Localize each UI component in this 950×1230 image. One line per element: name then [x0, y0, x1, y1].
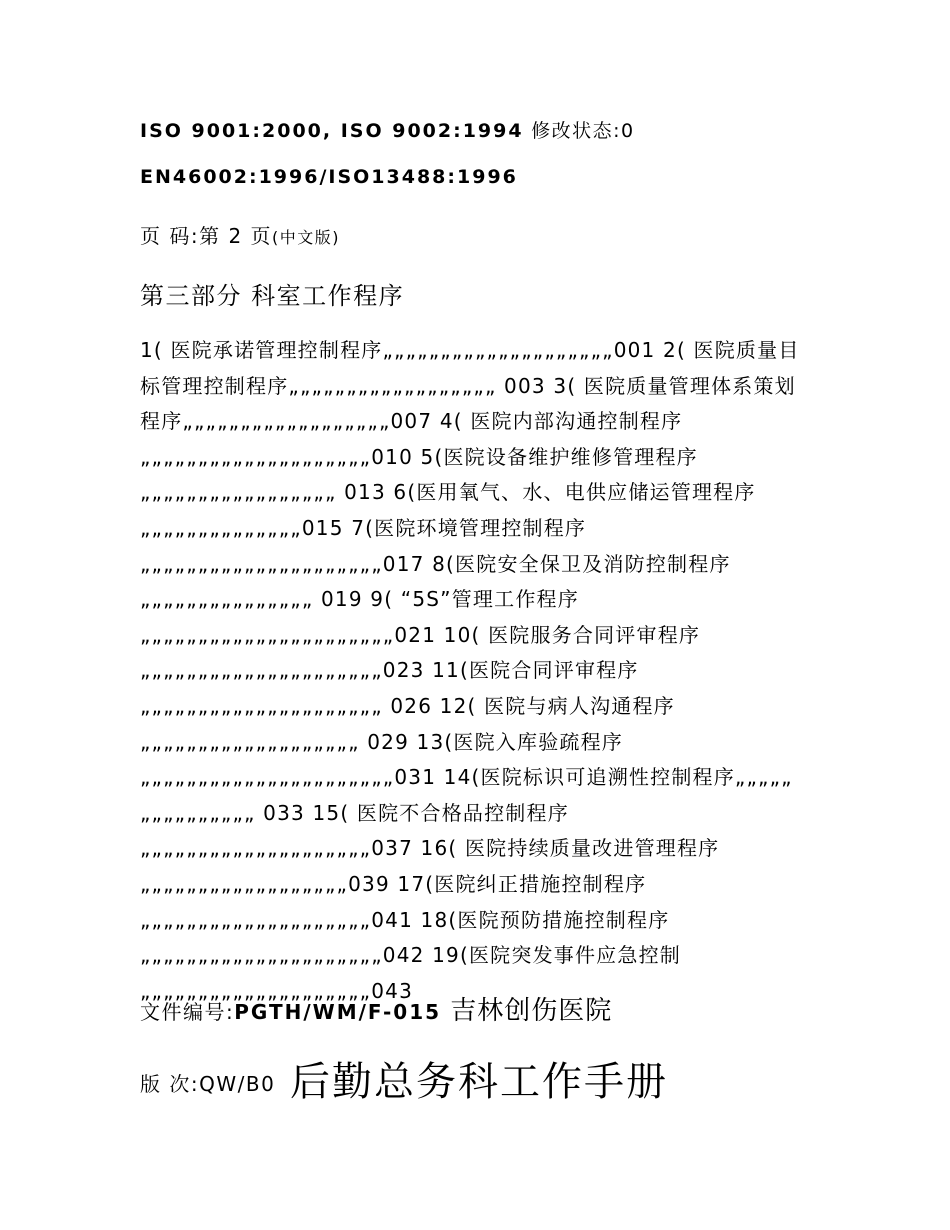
standards-line	[140, 116, 635, 143]
file-number-line	[140, 990, 612, 1027]
table-of-contents: 1( 医院承诺管理控制程序„„„„„„„„„„„„„„„„„„„„001 2( 医院质量目标管理控制程序„„„„„„„„„„„„„„„„„„ 003 3( 医院质量管理体系策划程序„„„„„„„„„„„„„„„„„„007 4( 医院内部沟通控制程序„„„„„„„„„„„„„„„„„„„„010 5(医院设备维护维修管理程序„„„„„„„„„„„„„„„„„ 013 6(医用氧气、水、电供应储运管理程序„„„„„„„„„„„„„„015 7(医院环境管理控制程序„„„„„„„„„„„„„„„„„„„„„017 8(医院安全保卫及消防控制程序„„„„„„„„„„„„„„„ 019 9( “5S”管理工作程序„„„„„„„„„„„„„„„„„„„„„„021 10( 医院服务合同评审程序„„„„„„„„„„„„„„„„„„„„„023 11(医院合同评审程序„„„„„„„„„„„„„„„„„„„„„ 026 12( 医院与病人沟通程序„„„„„„„„„„„„„„„„„„„ 029 13(医院入库验疏程序„„„„„„„„„„„„„„„„„„„„„„031 14(医院标识可追溯性控制程序„„„„„ „„„„„„„„„„ 033 15( 医院不合格品控制程序„„„„„„„„„„„„„„„„„„„„037 16( 医院持续质量改进管理程序„„„„„„„„„„„„„„„„„„039 17(医院纠正措施控制程序„„„„„„„„„„„„„„„„„„„„041 18(医院预防措施控制程序„„„„„„„„„„„„„„„„„„„„„042 19(医院突发事件应急控制„„„„„„„„„„„„„„„„„„„„043	[140, 338, 800, 1003]
iso-standards: ISO 9001:2000, ISO 9002:1994	[140, 120, 524, 142]
page-number-line	[140, 220, 340, 249]
file-number-label: 文件编号:	[140, 1000, 235, 1024]
revision-status: 修改状态:0	[523, 120, 635, 142]
file-number-value: PGTH/WM/F-015	[234, 1000, 442, 1024]
page-language: (中文版)	[272, 228, 341, 247]
en-standards-line	[140, 166, 518, 188]
manual-title: 后勤总务科工作手册	[275, 1059, 669, 1105]
version-line	[140, 1050, 668, 1107]
version-label: 版 次:QW/B0	[140, 1072, 276, 1096]
en-iso-standards: EN46002:1996/ISO13488:1996	[140, 166, 518, 188]
page-number: 页 码:第 2 页	[140, 224, 273, 248]
organization-name: 吉林创伤医院	[441, 996, 613, 1026]
section-title: 第三部分 科室工作程序	[140, 282, 405, 310]
